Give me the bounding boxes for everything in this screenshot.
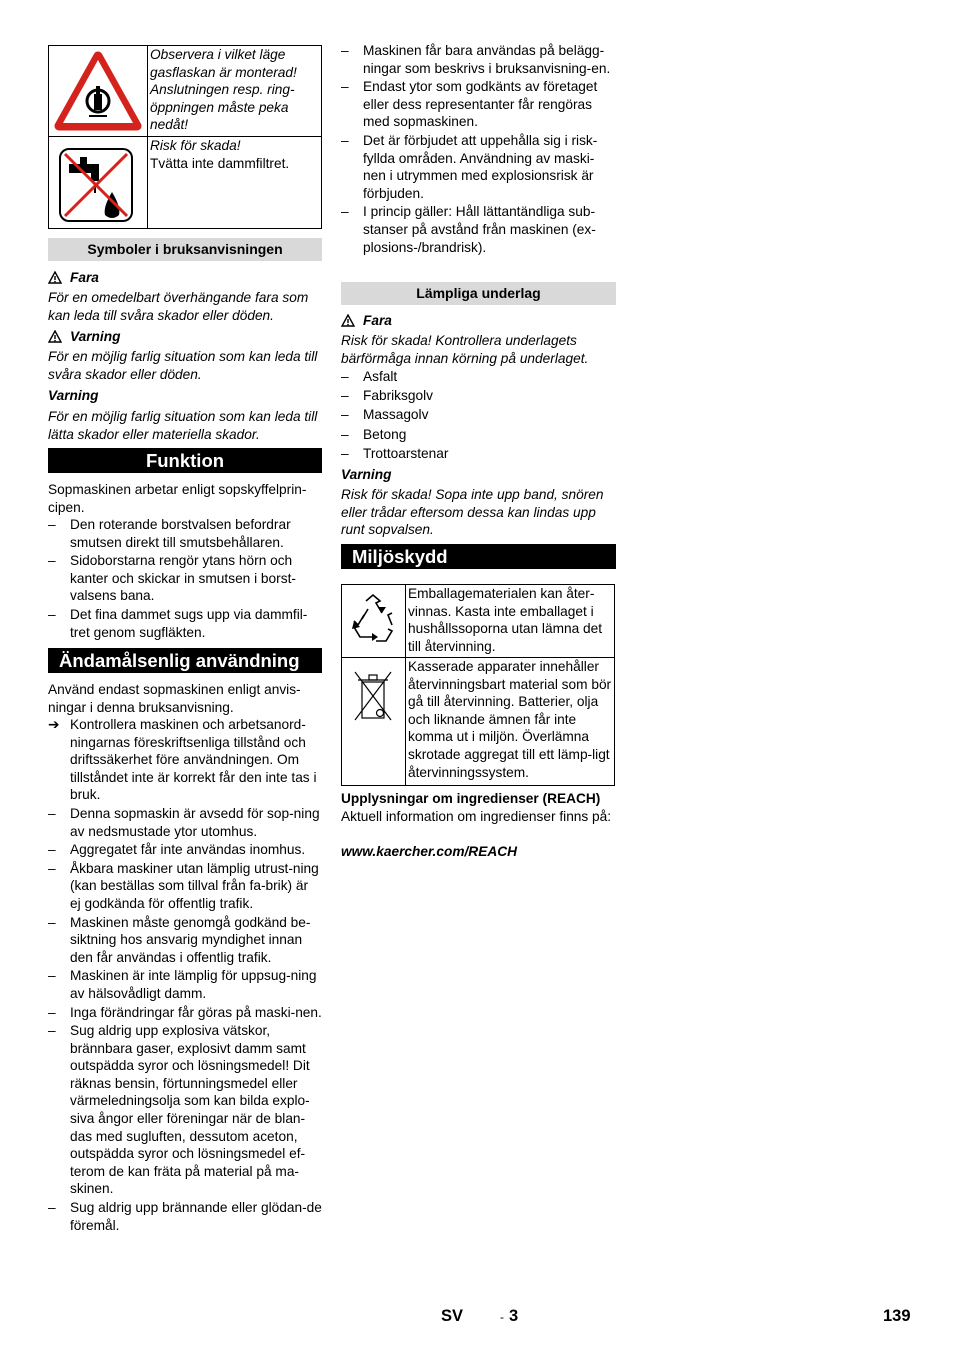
list-item: – Sug aldrig upp explosiva vätskor, brännbara gaser, explosivt damm samt outspädda syror och lösningsmedel! Dit räknas bensin, förtunningsmedel eller värmeledningsolja som kan bilda explo-siva ångor eller föreningar när de blan-das med sugluften, dessutom aceton, outspädda syror och lösningsmedel ef-terom de kan fräta på material på ma-skinen.	[48, 1023, 310, 1197]
filter-instruction: Tvätta inte dammfiltret.	[150, 155, 290, 171]
underlag-fara-row	[341, 312, 616, 330]
list-item: – Betong	[341, 426, 407, 442]
recycle-row	[342, 585, 614, 658]
list-item: – Fabriksgolv	[341, 388, 433, 404]
symbols-heading: Symboler i bruksanvisningen	[48, 238, 322, 261]
filter-risk-label: Risk för skada!	[150, 138, 241, 153]
varning-label: Varning	[70, 329, 121, 344]
reach-url[interactable]: www.kaercher.com/REACH	[341, 844, 517, 859]
andamal-list	[48, 716, 322, 1234]
underlag-list	[341, 368, 616, 462]
andamal-intro: Använd endast sopmaskinen enligt anvis-ningar i denna bruksanvisning.	[48, 682, 301, 715]
list-item: – Denna sopmaskin är avsedd för sop-ning av nedsmustade ytor utomhus.	[48, 805, 320, 839]
recycle-icon	[342, 585, 406, 657]
weee-text: Kasserade apparater innehåller återvinningsbart material som bör gå till återvinning. Batterier, olja och liknande ämnen får inte komma ut i miljön. Överlämna skrotade aggregat till ett lämp-ligt återvinningssystem.	[408, 659, 612, 780]
footer-number: 3	[509, 1307, 519, 1325]
funktion-heading: Funktion	[48, 448, 322, 473]
recycle-text: Emballagematerialen kan åter-vinnas. Kasta inte emballaget i hushållssoporna utan lämna det till återvinning.	[408, 586, 603, 654]
list-item: – Åkbara maskiner utan lämplig utrust-ning (kan beställas som tillval från fa-brik) är ej godkända för offentlig trafik.	[48, 860, 319, 911]
environment-table	[341, 584, 615, 786]
reach-title: Upplysningar om ingredienser (REACH)	[341, 791, 601, 806]
warning-row-filter-text	[150, 137, 318, 172]
list-item: – Asfalt	[341, 369, 398, 384]
list-item: – Sug aldrig upp brännande eller glödan-de föremål.	[48, 1200, 322, 1233]
varning-label-row	[48, 328, 322, 346]
varning-text: För en möjlig farlig situation som kan leda till svåra skador eller döden.	[48, 349, 318, 382]
gas-bottle-warning-icon	[49, 46, 148, 136]
fara-text: För en omedelbart överhängande fara som kan leda till svåra skador eller döden.	[48, 290, 309, 323]
weee-row	[342, 658, 614, 785]
underlag-fara-text: Risk för skada! Kontrollera underlagets bärförmåga innan körning på underlaget.	[341, 333, 589, 366]
andamal-heading: Ändamålsenlig användning	[48, 648, 322, 673]
list-item-arrow: ➔ Kontrollera maskinen och arbetsanord-ningarnas föreskriftsenliga tillstånd och driftssäkerhet före användningen. Om tillståndet inte är korrekt får den inte tas i bruk.	[48, 717, 317, 803]
varning2-text: För en möjlig farlig situation som kan leda till lätta skador eller materiella skador.	[48, 409, 318, 442]
list-item: – Maskinen måste genomgå godkänd be-siktning hos ansvarig myndighet innan den får användas i offentlig trafik.	[48, 914, 311, 965]
list-item: – Inga förändringar får göras på maski-nen.	[48, 1004, 322, 1020]
warning-row-gas	[49, 46, 321, 137]
underlag-heading: Lämpliga underlag	[341, 282, 616, 305]
warning-row-gas-text: Observera i vilket läge gasflaskan är monterad! Anslutningen resp. ring-öppningen måste peka nedåt!	[150, 47, 297, 133]
list-item: – Den roterande borstvalsen befordrar smutsen direkt till smutsbehållaren.	[48, 517, 291, 550]
andamal-list-continued	[341, 42, 616, 256]
page-number: 139	[883, 1307, 911, 1325]
warning-triangle-icon	[48, 271, 62, 284]
no-wash-filter-icon	[49, 137, 148, 228]
list-item: – Det fina dammet sugs upp via dammfil-tret genom sugfläkten.	[48, 606, 308, 640]
underlag-fara-label: Fara	[363, 313, 392, 328]
arrow-right-icon: ➔	[48, 717, 60, 732]
funktion-list	[48, 516, 322, 641]
warning-triangle-icon	[48, 330, 62, 343]
underlag-varning-text: Risk för skada! Sopa inte upp band, snören eller trådar eftersom dessa kan lindas upp runt sopvalsen.	[341, 487, 604, 538]
varning2-label: Varning	[48, 388, 99, 403]
footer-dash: -	[500, 1310, 504, 1324]
list-item: – Massagolv	[341, 407, 429, 423]
list-item: – I princip gäller: Håll lättantändliga sub-stanser på avstånd från maskinen (ex-plosions-/brandrisk).	[341, 204, 596, 255]
underlag-varning-label: Varning	[341, 467, 392, 482]
reach-text: Aktuell information om ingredienser finns på:	[341, 809, 612, 824]
warning-table	[48, 45, 322, 229]
fara-label: Fara	[70, 270, 99, 285]
list-item: – Trottoarstenar	[341, 445, 449, 461]
crossed-bin-icon	[342, 658, 406, 785]
list-item: – Maskinen är inte lämplig för uppsug-ning av hälsovådligt damm.	[48, 968, 317, 1001]
list-item: – Maskinen får bara användas på belägg-ningar som beskrivs i bruksanvisning-en.	[341, 43, 611, 76]
list-item: – Det är förbjudet att uppehålla sig i risk-fyllda områden. Användning av maski-nen i utrymmen med explosionsrisk är förbjuden.	[341, 132, 598, 201]
warning-triangle-icon	[341, 314, 355, 327]
miljo-heading: Miljöskydd	[341, 544, 616, 569]
list-item: – Sidoborstarna rengör ytans hörn och kanter och skickar in smutsen i borst-valsens bana.	[48, 553, 296, 604]
footer-lang: SV	[441, 1307, 464, 1325]
warning-row-filter	[49, 137, 321, 228]
list-item: – Aggregatet får inte användas inomhus.	[48, 842, 306, 858]
fara-label-row	[48, 269, 322, 287]
list-item: – Endast ytor som godkänts av företaget eller dess representanter får rengöras med sopmaskinen.	[341, 79, 598, 130]
funktion-intro: Sopmaskinen arbetar enligt sopskyffelprin-cipen.	[48, 482, 307, 515]
